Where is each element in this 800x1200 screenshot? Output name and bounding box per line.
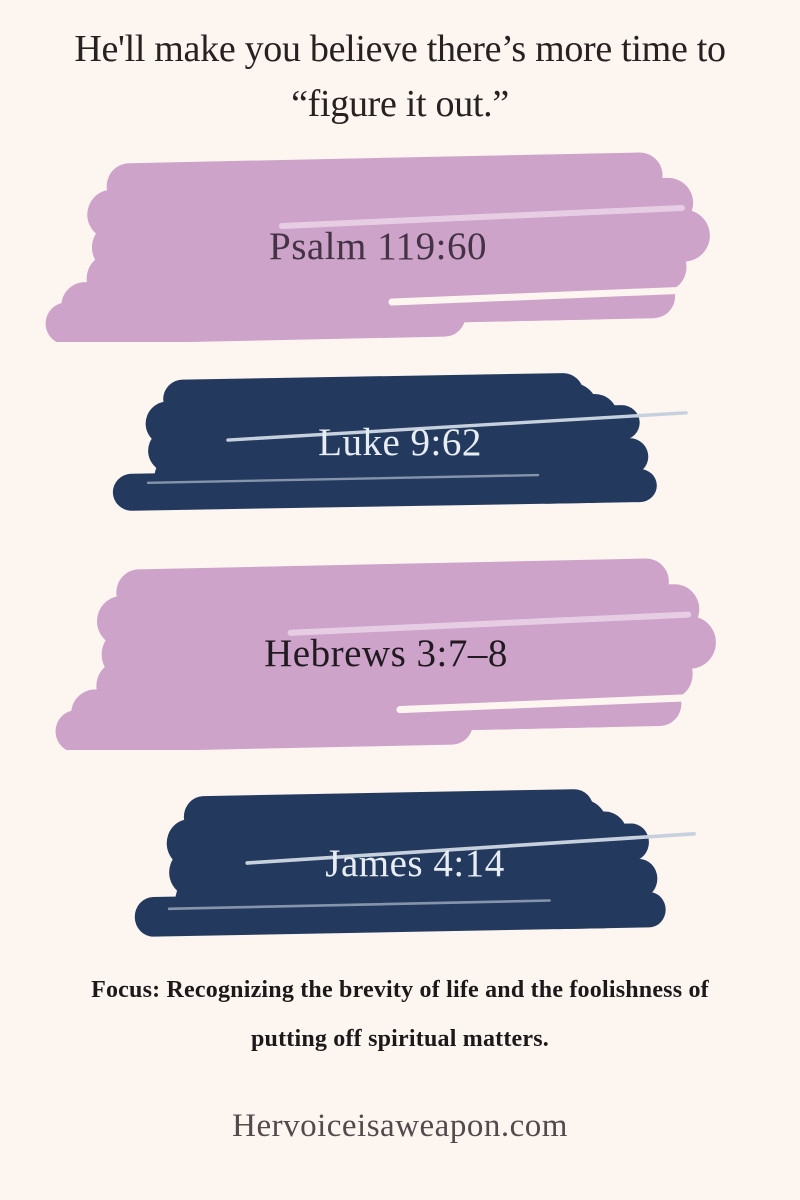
scripture-reference: Psalm 119:60 xyxy=(269,224,487,268)
scripture-reference: James 4:14 xyxy=(325,841,505,885)
page-title: He'll make you believe there’s more time to “figure it out.” xyxy=(74,28,726,126)
scripture-reference: Luke 9:62 xyxy=(318,420,482,464)
scripture-banner-luke xyxy=(108,372,692,512)
scripture-reference: Hebrews 3:7–8 xyxy=(264,631,508,675)
scripture-banner-psalm xyxy=(42,150,714,342)
focus-statement: Focus: Recognizing the brevity of life and the foolishness of putting off spiritual matters. xyxy=(91,977,709,1053)
scripture-banner-hebrews xyxy=(52,556,720,750)
website-footer: Hervoiceisaweapon.com xyxy=(232,1108,568,1144)
scripture-banner-james xyxy=(130,788,700,938)
